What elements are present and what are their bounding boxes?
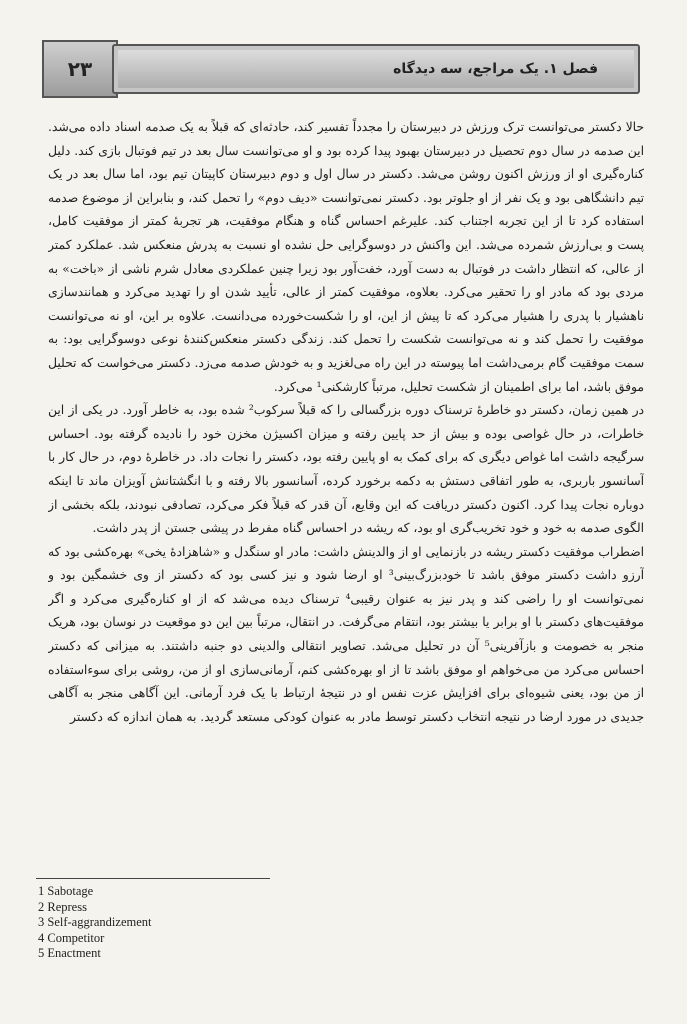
chapter-header — [42, 40, 640, 98]
page-number: ۲۳ — [67, 57, 93, 81]
footnote: 1 Sabotage — [38, 884, 94, 898]
paragraph: حالا دکستر می‌توانست ترک ورزش در دبیرستان را مجدداً تفسیر کند، حادثه‌ای که قبلاً به یک صدمه اسناد داده می‌شد. این صدمه در سال دوم تحصیل در دبیرستان بهبود پیدا کرده بود و او می‌توانست سال بعد در تیم فوتبال بازی کند. دلیل کناره‌گیری او از ورزش اکنون روشن می‌شد. دکستر در سال اول و دوم دبیرستان کاپیتان تیم بود، اما سال بعد در یک تیم دانشگاهی بود و یک نفر از او جلوتر بود. دکستر نمی‌توانست «دیف دوم» را تحمل کند، و بنابراین از موضوع صدمه استفاده کرد تا از این تجربه اجتناب کند. علیرغم احساس گناه و هنگام موفقیت، هر تجربهٔ کمتر از موفقیت کامل، پست و بی‌ارزش شمرده می‌شد. این واکنش در دوسوگرایی حل نشده او نسبت به پدرش منعکس شد. عملکرد کمتر از عالی، که انتظار داشت در فوتبال به دست آورد، خفت‌آور بود زیرا چنین عملکردی معادل شرم ناشی از «باخت» به مردی بود که مادر او را تحقیر می‌کرد. بعلاوه، موفقیت کمتر از عالی، تأیید شدن او را تهدید می‌کرد و همانندسازی ناهشیار با پدری را هشیار می‌کرد که تا پیش از این، او را شکست‌خورده می‌دانست. علاوه بر این، او نه می‌توانست موفقیت را تحمل کند و نه می‌توانست شکست را تحمل کند. زندگی دکستر منعکس‌کنندهٔ نوعی دوسوگرایی بود: به سمت موفقیت گام برمی‌داشت اما پیوسته در این راه می‌لغزید و به خودش صدمه می‌زد. دکستر می‌خواست که تحلیل موفق باشد، اما برای اطمینان از شکست تحلیل، مرتباً کارشکنی¹ می‌کرد. — [48, 120, 644, 394]
page-number-box — [42, 40, 118, 98]
paragraph: در همین زمان، دکستر دو خاطرهٔ ترسناک دوره بزرگسالی را که قبلاً سرکوب² شده بود، به خاطر آورد. در یکی از این خاطرات، در حال غواصی بوده و بیش از حد پایین رفته و میزان اکسیژن مخزن خود را نادیده گرفته بود. احساس سرگیجه داشت اما غواص دیگری که برای کمک به او پایین رفته بود، دکستر را نجات داد. در خاطرهٔ دوم، در حال کار با آسانسور باربری، به طور اتفاقی دستش به دکمه برخورد کرده، آسانسور بالا رفته و با انگشتانش آویزان ماند تا اینکه دوباره نجات پیدا کرد. اکنون دکستر دریافت که این وقایع، آن قدر که قبلاً فکر می‌کرد، تصادفی نبودند، بلکه بخشی از الگوی صدمه به خود و خود تخریب‌گری او بود، که ریشه در احساس گناه مفرط در پیشی جستن از پدر داشت. — [48, 403, 644, 536]
paragraph: اضطراب موفقیت دکستر ریشه در بازنمایی او از والدینش داشت: مادر او سنگدل و «شاهزادهٔ یخی» بهره‌کشی بود که آرزو داشت دکستر موفق باشد تا خودبزرگ‌بینی³ او ارضا شود و نیز کسی بود که دکستر از وی خشمگین بود و نمی‌توانست او را راضی کند و پدر نیز به عنوان رقیبی⁴ ترسناک دیده می‌شد که از او کناره‌گیری می‌کرد و اگر موفقیت‌های دکستر با او برابر یا بیشتر بود، انتقام می‌گرفت. در انتقال، مرتباً بین این دو موقعیت در نوسان بود، هریک منجر به خصومت و بازآفرینی⁵ آن در تحلیل می‌شد. تصاویر انتقالی والدینی دو جنبه داشتند. به میزانی که دکستر احساس می‌کرد من می‌خواهم او موفق باشد تا از او بهره‌کشی کنم، آرمانی‌سازی او از من، روشی برای سوءاستفاده از من بود، یعنی شیوه‌ای برای افزایش عزت نفس او در نتیجهٔ ارتباط با یک فرد آرمانی. این آگاهی منجر به آگاهی جدیدی در مورد ارضا در نتیجه انتخاب دکستر توسط مادر به عنوان کودکی مستعد گردید. به همان اندازه که دکستر — [48, 544, 644, 724]
footnote: 5 Enactment — [38, 946, 101, 960]
footnote-divider — [36, 878, 270, 879]
body-text — [48, 116, 644, 854]
footnote: 3 Self-aggrandizement — [38, 915, 152, 929]
footnote: 4 Competitor — [38, 930, 105, 945]
footnotes — [38, 884, 318, 962]
chapter-title-box — [112, 44, 640, 94]
footnote: 2 Repress — [38, 899, 87, 914]
chapter-title: فصل ۱. یک مراجع، سه دیدگاه — [393, 61, 598, 77]
